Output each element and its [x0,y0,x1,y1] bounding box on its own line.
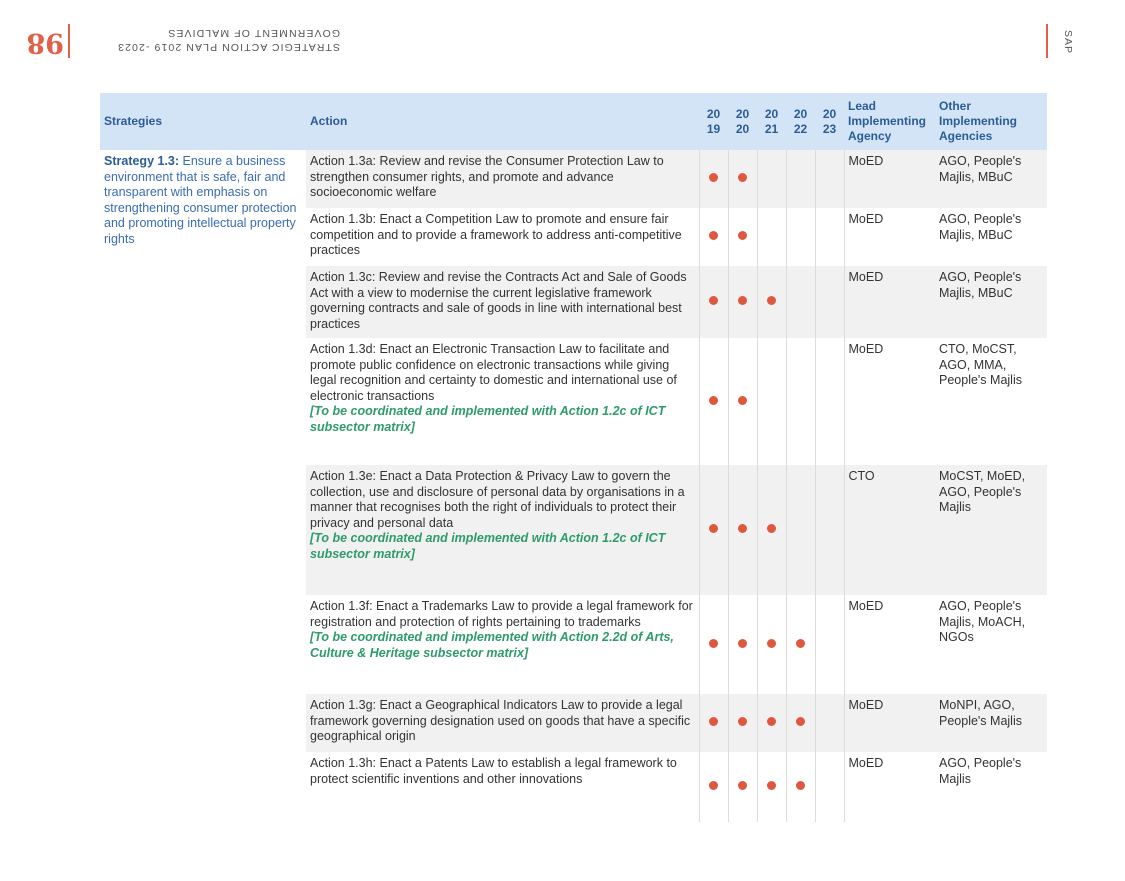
col-header-year: 20 19 [699,93,728,150]
year-cell [699,752,728,822]
timeline-dot-icon [738,639,747,648]
action-text: Action 1.3a: Review and revise the Consumer Protection Law to strengthen consumer rights, and promote and advance socioeconomic welfare [310,154,664,200]
year-cell [728,752,757,822]
timeline-dot-icon [796,781,805,790]
strategy-text: Ensure a business environment that is safe, fair and transparent with emphasis on strengthening consumer protection and promoting intellectual property rights [104,154,297,246]
year-cell [786,595,815,694]
header-divider-right [1046,24,1048,58]
year-cell [786,266,815,338]
col-header-year: 20 22 [786,93,815,150]
year-cell [815,266,844,338]
other-agencies-cell: AGO, People's Majlis, MoACH, NGOs [939,599,1026,645]
timeline-dot-icon [709,639,718,648]
year-cell [699,208,728,266]
table-header-row [100,93,1047,150]
lead-agency-cell: MoED [844,266,935,338]
year-cell [757,694,786,752]
header-divider-left [68,24,70,58]
header-title-line2: GOVERNMENT OF MALDIVES [167,27,340,39]
other-agencies-cell: MoCST, MoED, AGO, People's Majlis [935,465,1047,595]
timeline-dot-icon [738,781,747,790]
action-text: Action 1.3d: Enact an Electronic Transaction Law to facilitate and promote public confidence on electronic transactions while giving legal recognition and certainty to domestic and international use of electronic transactions [310,342,677,403]
year-cell [757,338,786,465]
action-cell [306,266,699,338]
timeline-dot-icon [767,717,776,726]
timeline-dot-icon [738,173,747,182]
action-note: [To be coordinated and implemented with Action 2.2d of Arts, Culture & Heritage subsector matrix] [310,630,674,660]
timeline-dot-icon [738,524,747,533]
action-text: Action 1.3g: Enact a Geographical Indicators Law to provide a legal framework governing designation used on goods that have a specific geographical origin [310,698,691,744]
lead-agency-cell: MoED [844,694,935,752]
action-cell [306,150,699,208]
timeline-dot-icon [709,296,718,305]
year-cell [757,150,786,208]
year-cell [757,465,786,595]
year-cell [699,694,728,752]
timeline-dot-icon [709,396,718,405]
timeline-dot-icon [709,781,718,790]
lead-agency-cell: MoED [848,599,884,613]
action-note: [To be coordinated and implemented with Action 1.2c of ICT subsector matrix] [310,531,666,561]
year-cell [815,465,844,595]
year-cell [728,208,757,266]
action-text: Action 1.3f: Enact a Trademarks Law to provide a legal framework for registration and protection of rights pertaining to trademarks [310,599,693,629]
action-cell [306,465,699,595]
year-cell [815,338,844,465]
timeline-dot-icon [796,717,805,726]
lead-agency-cell: MoED [844,150,935,208]
year-cell [728,150,757,208]
year-cell [728,338,757,465]
timeline-dot-icon [767,524,776,533]
year-cell [815,694,844,752]
timeline-dot-icon [767,296,776,305]
year-cell [815,752,844,822]
year-cell [757,595,786,694]
action-text: Action 1.3e: Enact a Data Protection & Privacy Law to govern the collection, use and disclosure of personal data by organisations in a manner that recognises both the right of individuals to protect their privacy and personal data [310,469,685,530]
year-cell [699,338,728,465]
table-body [100,150,1047,822]
action-cell [306,752,699,822]
year-cell [786,208,815,266]
timeline-dot-icon [767,639,776,648]
document-header [100,26,340,54]
col-header-strategies: Strategies [100,93,306,150]
lead-agency-cell: MoED [848,756,884,770]
page-number: 98 [26,27,64,58]
year-cell [815,150,844,208]
action-cell [306,694,699,752]
other-agencies-cell: AGO, People's Majlis, MBuC [939,212,1022,242]
timeline-dot-icon [738,296,747,305]
action-text: Action 1.3c: Review and revise the Contracts Act and Sale of Goods Act with a view to modernise the current legislative framework governing contracts and sale of goods in line with international best practices [310,270,687,331]
side-label-wrap [1062,30,1098,55]
col-header-year: 20 21 [757,93,786,150]
timeline-dot-icon [738,231,747,240]
year-cell [786,752,815,822]
year-cell [786,694,815,752]
action-note: [To be coordinated and implemented with Action 1.2c of ICT subsector matrix] [310,404,666,434]
year-cell [699,595,728,694]
year-cell [728,595,757,694]
col-header-other-agencies: Other Implementing Agencies [935,93,1047,150]
timeline-dot-icon [738,717,747,726]
other-agencies-cell: AGO, People's Majlis [939,756,1022,786]
year-cell [786,338,815,465]
action-cell [306,208,699,266]
year-cell [728,694,757,752]
year-cell [815,208,844,266]
year-cell [815,595,844,694]
other-agencies-cell: AGO, People's Majlis, MBuC [935,150,1047,208]
year-cell [699,150,728,208]
strategy-cell [100,150,306,822]
col-header-year: 20 23 [815,93,844,150]
action-matrix-table [100,93,1047,822]
year-cell [757,752,786,822]
timeline-dot-icon [767,781,776,790]
timeline-dot-icon [709,173,718,182]
col-header-year: 20 20 [728,93,757,150]
lead-agency-cell: MoED [848,342,884,356]
timeline-dot-icon [709,524,718,533]
lead-agency-cell: CTO [844,465,935,595]
col-header-lead-agency: Lead Implementing Agency [844,93,935,150]
year-cell [699,465,728,595]
action-cell [306,595,699,694]
action-text: Action 1.3h: Enact a Patents Law to establish a legal framework to protect scientific inventions and other innovations [310,756,677,786]
year-cell [757,266,786,338]
timeline-dot-icon [709,717,718,726]
year-cell [728,465,757,595]
other-agencies-cell: AGO, People's Majlis, MBuC [935,266,1047,338]
year-cell [757,208,786,266]
year-cell [728,266,757,338]
year-cell [786,465,815,595]
year-cell [699,266,728,338]
timeline-dot-icon [709,231,718,240]
action-text: Action 1.3b: Enact a Competition Law to promote and ensure fair competition and to provide a framework to address anti-competitive practices [310,212,682,258]
action-cell [306,338,699,465]
col-header-action: Action [306,93,699,150]
other-agencies-cell: MoNPI, AGO, People's Majlis [935,694,1047,752]
table-row [100,150,1047,208]
timeline-dot-icon [796,639,805,648]
year-cell [786,150,815,208]
timeline-dot-icon [738,396,747,405]
other-agencies-cell: CTO, MoCST, AGO, MMA, People's Majlis [939,342,1022,388]
lead-agency-cell: MoED [848,212,884,226]
strategy-label: Strategy 1.3: [104,154,180,168]
side-label: SAP [1062,30,1074,55]
header-title-line1: STRATEGIC ACTION PLAN 2019 -2023 [117,41,340,53]
